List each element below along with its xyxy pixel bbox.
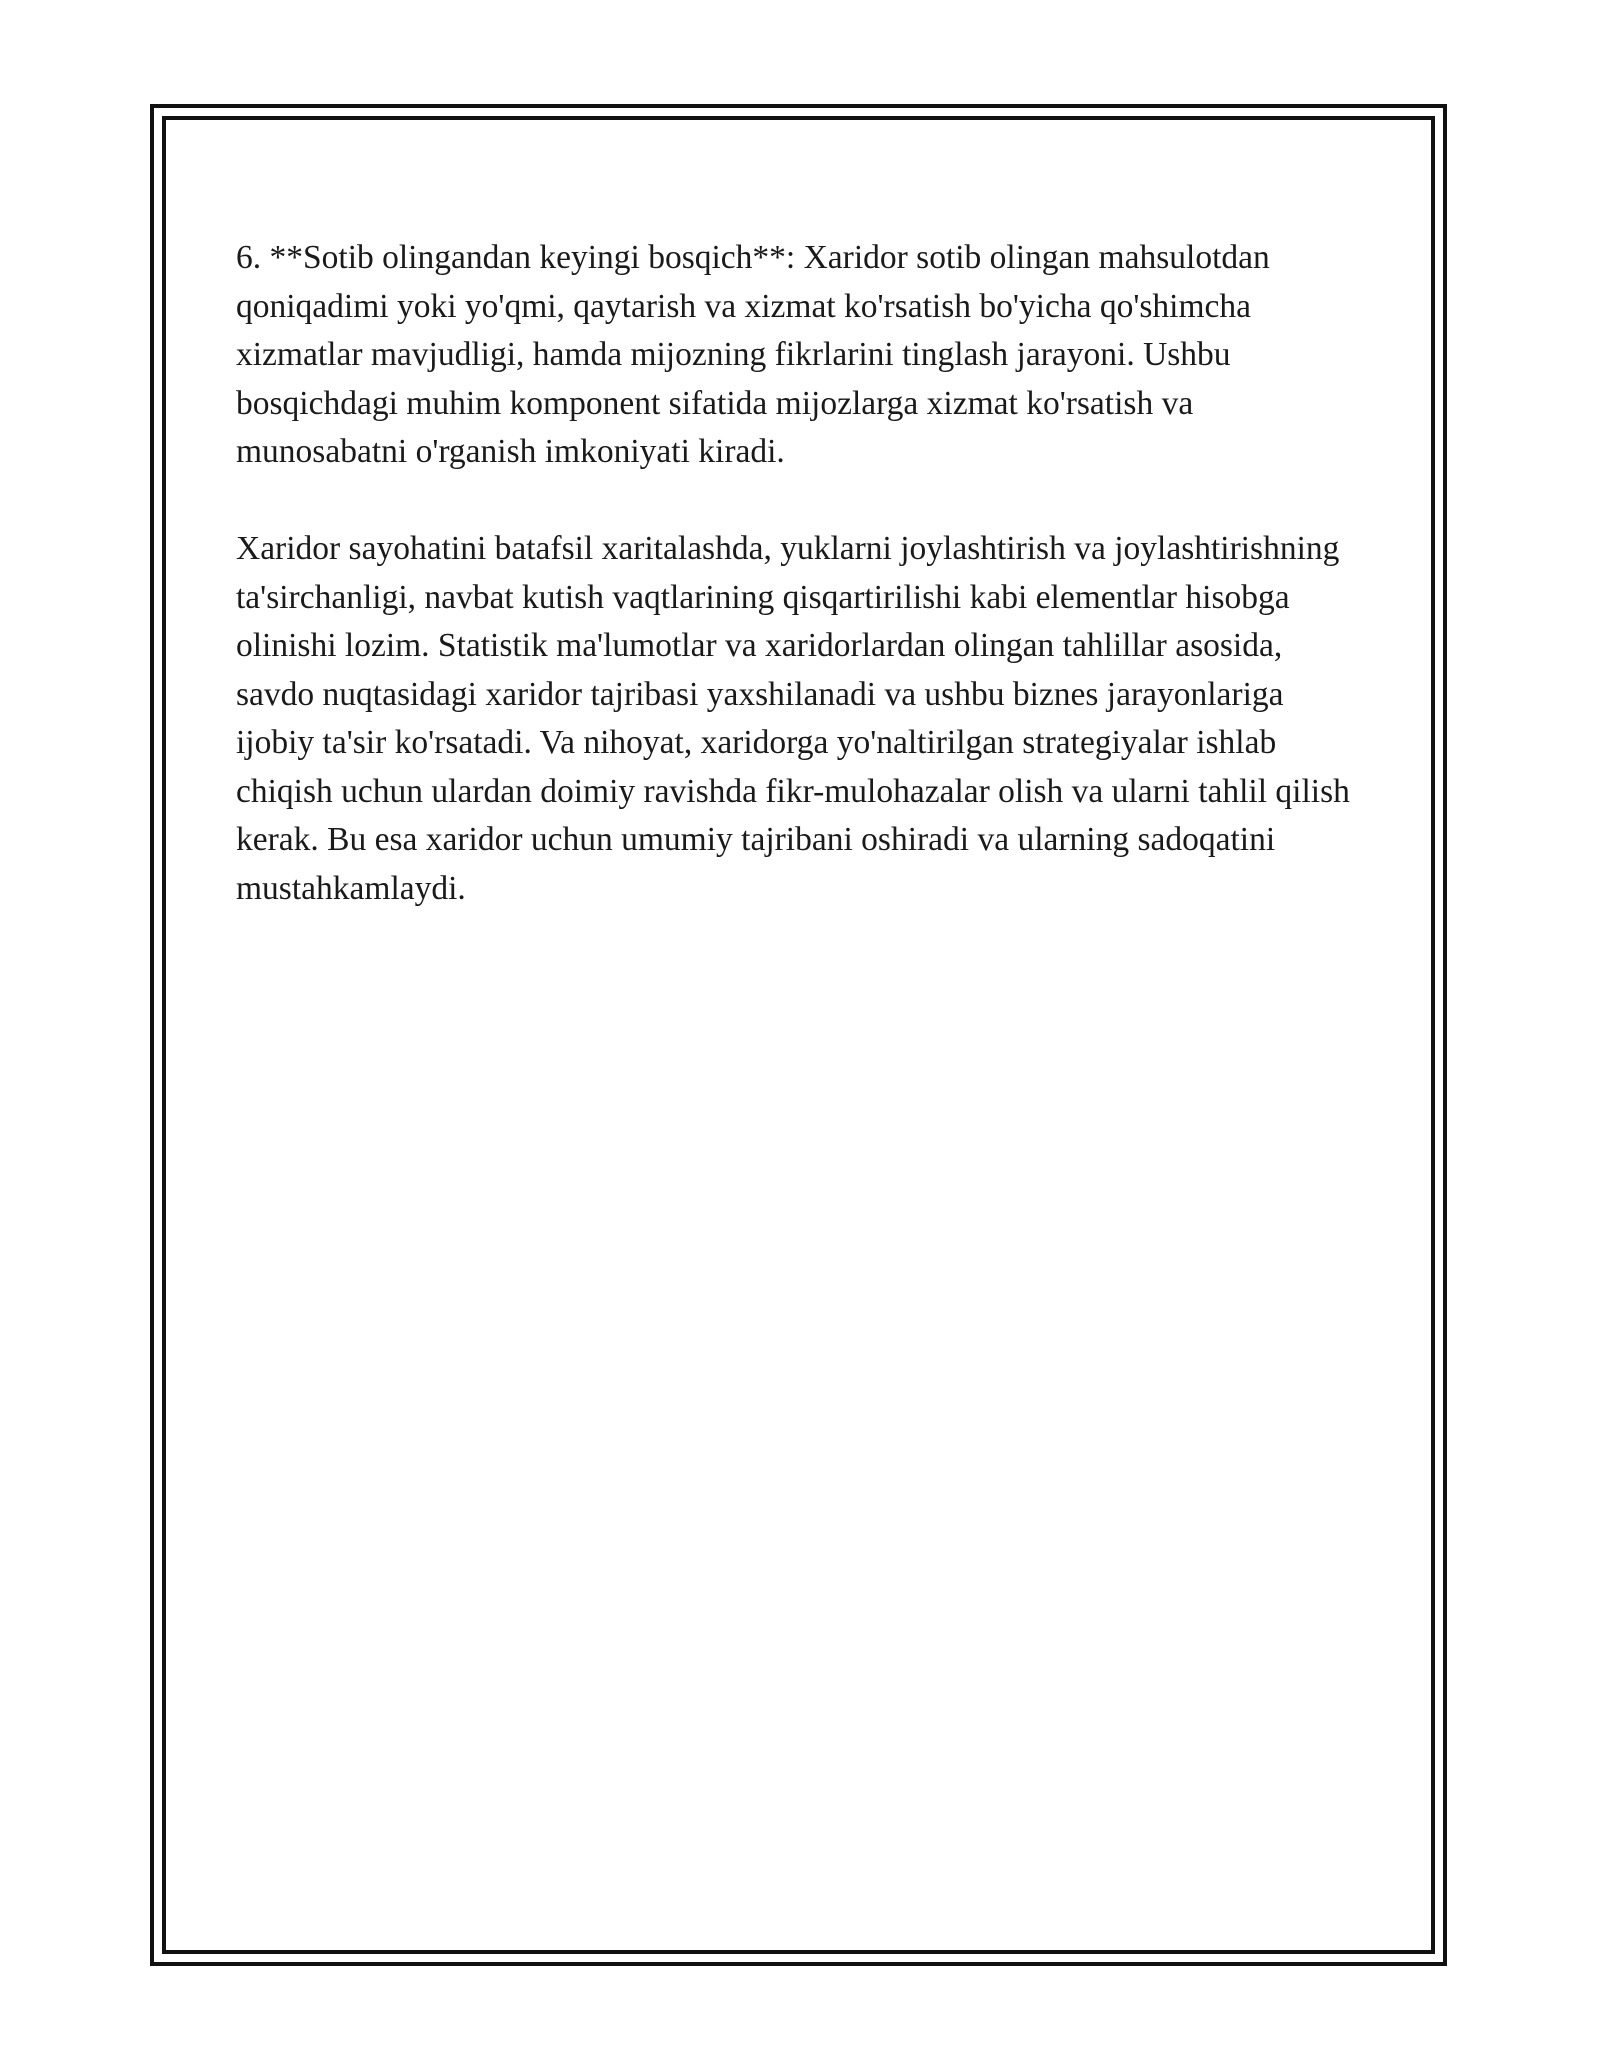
paragraph-post-purchase-stage: 6. **Sotib olingandan keyingi bosqich**: Xaridor sotib olingan mahsulotdan qoniqadimi yoki yo'qmi, qaytarish va xizmat ko'rsatish bo'yicha qo'shimcha xizmatlar mavjudligi, hamda mijozning fikrlarini tinglash jarayoni. Ushbu bosqichdagi muhim komponent sifatida mijozlarga xizmat ko'rsatish va munosabatni o'rganish imkoniyati kiradi. <box>236 239 1270 470</box>
paragraph-customer-journey-mapping: Xaridor sayohatini batafsil xaritalashda, yuklarni joylashtirish va joylashtirishning ta'sirchanligi, navbat kutish vaqtlarining qisqartirilishi kabi elementlar hisobga olinishi lozim. Statistik ma'lumotlar va xaridorlardan olingan tahlillar asosida, savdo nuqtasidagi xaridor tajribasi yaxshilanadi va ushbu biznes jarayonlariga ijobiy ta'sir ko'rsatadi. Va nihoyat, xaridorga yo'naltirilgan strategiyalar ishlab chiqish uchun ulardan doimiy ravishda fikr-mulohazalar olish va ularni tahlil qilish kerak. Bu esa xaridor uchun umumiy tajribani oshiradi va ularning sadoqatini mustahkamlaydi. <box>236 530 1350 907</box>
document-body <box>236 234 1366 962</box>
